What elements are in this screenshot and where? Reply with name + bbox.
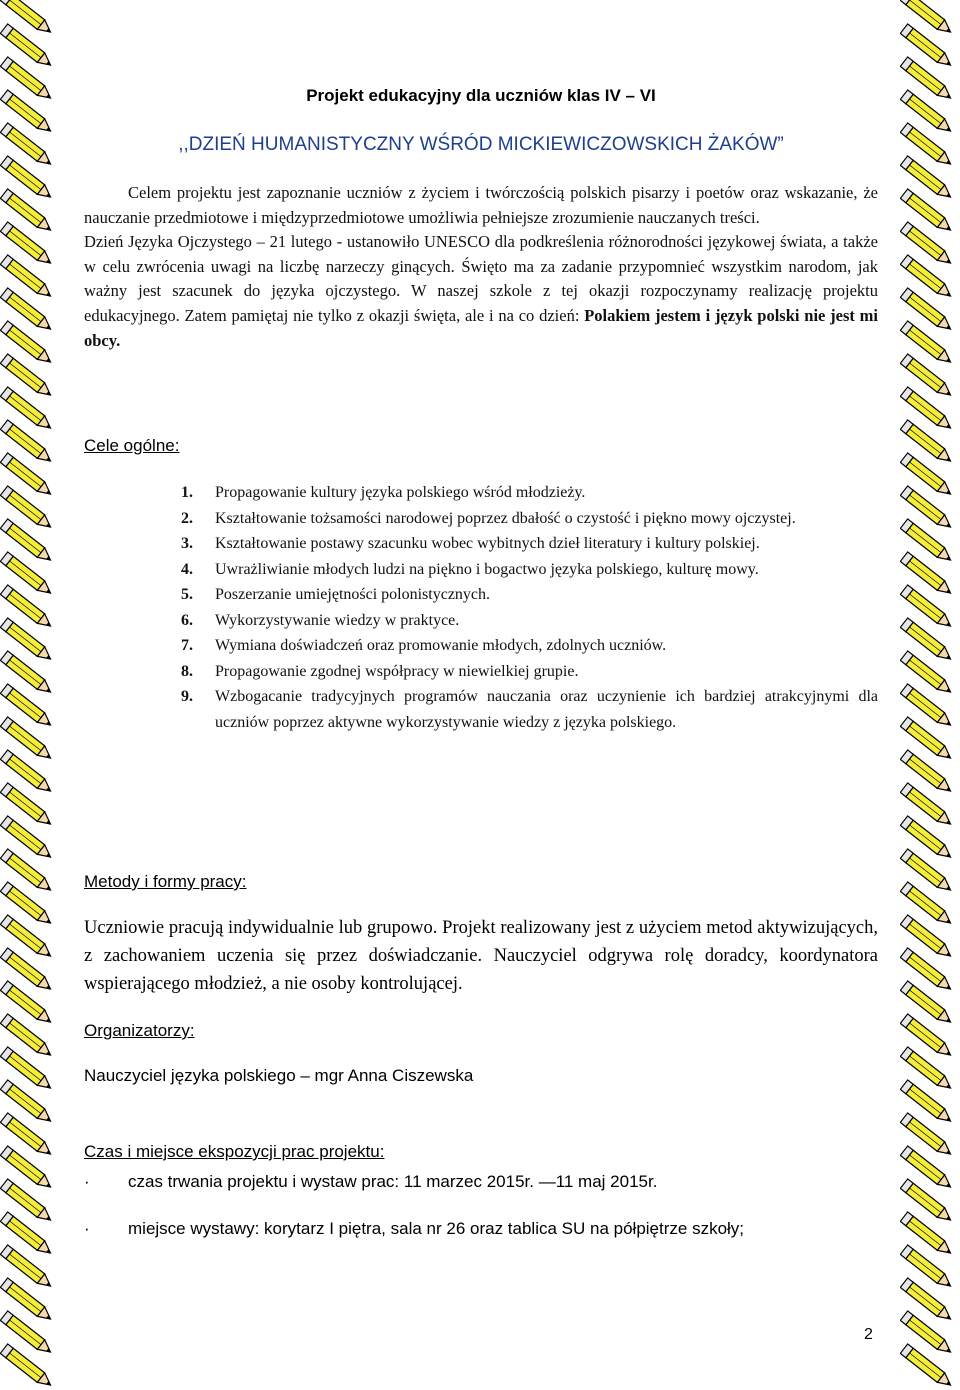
goal-number: 3. (181, 535, 193, 552)
time-place-item (84, 1172, 657, 1192)
pencil-icon (0, 90, 54, 136)
pencil-icon (0, 552, 54, 598)
pencil-icon (0, 915, 54, 961)
goal-number: 6. (181, 611, 193, 629)
pencil-icon (900, 849, 954, 895)
pencil-icon (900, 321, 954, 367)
pencil-icon (0, 618, 54, 664)
pencil-border-right (900, 0, 960, 1390)
pencil-icon (0, 0, 54, 37)
pencil-icon (900, 189, 954, 235)
pencil-icon (900, 519, 954, 565)
goal-item (181, 684, 878, 735)
pencil-icon (0, 585, 54, 631)
goal-text: Propagowanie zgodnej współpracy w niewielkiej grupie. (215, 662, 579, 680)
pencil-icon (0, 1212, 54, 1258)
time-place-heading: Czas i miejsce ekspozycji prac projektu: (84, 1142, 385, 1161)
document-subtitle: Projekt edukacyjny dla uczniów klas IV – VI (306, 86, 656, 105)
methods-heading: Metody i formy pracy: (84, 872, 247, 891)
pencil-icon (900, 420, 954, 466)
pencil-icon (900, 1278, 954, 1324)
pencil-icon (0, 1245, 54, 1291)
pencil-icon (900, 222, 954, 268)
goal-text: Uwrażliwianie młodych ludzi na piękno i bogactwo języka polskiego, kulturę mowy. (215, 560, 759, 578)
pencil-icon (900, 1245, 954, 1291)
bullet-marker: · (84, 1219, 90, 1238)
pencil-icon (900, 24, 954, 70)
goal-item (181, 633, 878, 659)
pencil-icon (0, 684, 54, 730)
pencil-icon (0, 24, 54, 70)
intro-text (84, 181, 878, 353)
pencil-icon (0, 321, 54, 367)
pencil-icon (0, 189, 54, 235)
pencil-icon (0, 387, 54, 433)
goal-text: Poszerzanie umiejętności polonistycznych. (215, 586, 491, 603)
pencil-icon (900, 1047, 954, 1093)
pencil-icon (900, 1146, 954, 1192)
goal-text: Wzbogacanie tradycyjnych programów nauczania oraz uczynienie ich bardziej atrakcyjnymi dla uczniów poprzez aktywne wykorzystywanie wiedzy z języka polskiego. (215, 688, 878, 731)
pencil-icon (0, 1014, 54, 1060)
pencil-icon (900, 1212, 954, 1258)
pencil-icon (900, 288, 954, 334)
intro-paragraph-2-text: Dzień Języka Ojczystego – 21 lutego - ustanowiło UNESCO dla podkreślenia różnorodności językowej świata, a także w celu zwrócenia uwagi na liczbę narzeczy ginących. Święto ma za zadanie przypomnieć wszystkim narodom, jak ważny jest szacunek do języka ojczystego. W naszej szkole z tej okazji rozpoczynamy realizację projektu edukacyjnego. Zatem pamiętaj nie tylko z okazji święta, ale i na co dzień: (84, 232, 878, 325)
pencil-icon (0, 981, 54, 1027)
pencil-icon (900, 750, 954, 796)
goals-list (181, 480, 878, 735)
pencil-icon (900, 618, 954, 664)
goal-number: 1. (181, 484, 193, 501)
pencil-icon (0, 222, 54, 268)
pencil-icon (900, 948, 954, 994)
pencil-icon (0, 1113, 54, 1159)
time-place-item-text: czas trwania projektu i wystaw prac: 11 marzec 2015r. —11 maj 2015r. (128, 1172, 658, 1191)
pencil-icon (0, 882, 54, 928)
pencil-icon (900, 651, 954, 697)
pencil-icon (0, 948, 54, 994)
goal-item (181, 608, 878, 634)
goal-text: Propagowanie kultury języka polskiego wśród młodzieży. (215, 484, 586, 501)
pencil-icon (0, 288, 54, 334)
goals-heading: Cele ogólne: (84, 436, 180, 455)
pencil-icon (900, 123, 954, 169)
pencil-icon (900, 57, 954, 103)
pencil-icon (900, 0, 954, 37)
goal-text: Wykorzystywanie wiedzy w praktyce. (215, 611, 460, 629)
goal-number: 8. (181, 662, 193, 680)
pencil-icon (900, 585, 954, 631)
pencil-icon (0, 519, 54, 565)
pencil-icon (0, 1311, 54, 1357)
pencil-icon (900, 552, 954, 598)
time-place-item-text: miejsce wystawy: korytarz I piętra, sala nr 26 oraz tablica SU na półpiętrze szkoły; (128, 1219, 745, 1238)
goal-item (181, 531, 878, 557)
pencil-icon (0, 255, 54, 301)
goal-item (181, 659, 878, 685)
pencil-icon (0, 1344, 54, 1390)
pencil-icon (900, 717, 954, 763)
goal-item (181, 582, 878, 608)
pencil-icon (0, 783, 54, 829)
pencil-icon (900, 1014, 954, 1060)
time-place-item (84, 1219, 744, 1239)
pencil-icon (900, 981, 954, 1027)
goal-number: 7. (181, 637, 193, 654)
pencil-icon (0, 420, 54, 466)
pencil-icon (900, 354, 954, 400)
document-title: ,,DZIEŃ HUMANISTYCZNY WŚRÓD MICKIEWICZOWSKICH ŻAKÓW” (178, 134, 784, 155)
pencil-icon (900, 1113, 954, 1159)
page-number: 2 (864, 1326, 873, 1343)
goal-number: 4. (181, 560, 193, 578)
bullet-marker: · (84, 1172, 90, 1191)
page-content (84, 0, 878, 1390)
goal-item (181, 506, 878, 532)
goal-text: Kształtowanie tożsamości narodowej poprzez dbałość o czystość i piękno mowy ojczystej. (215, 509, 796, 527)
pencil-icon (900, 915, 954, 961)
goal-number: 5. (181, 586, 193, 603)
pencil-icon (0, 717, 54, 763)
pencil-icon (900, 156, 954, 202)
pencil-icon (900, 486, 954, 532)
pencil-icon (900, 1344, 954, 1390)
pencil-icon (0, 1047, 54, 1093)
pencil-icon (900, 816, 954, 862)
pencil-icon (900, 1179, 954, 1225)
pencil-border-left (0, 0, 72, 1390)
goal-number: 9. (181, 688, 193, 705)
pencil-icon (0, 816, 54, 862)
pencil-icon (0, 750, 54, 796)
pencil-icon (0, 849, 54, 895)
pencil-icon (0, 156, 54, 202)
pencil-icon (0, 1278, 54, 1324)
goal-item (181, 480, 878, 506)
pencil-icon (900, 882, 954, 928)
pencil-icon (900, 783, 954, 829)
organizers-text: Nauczyciel języka polskiego – mgr Anna Ciszewska (84, 1066, 474, 1085)
organizers-heading: Organizatorzy: (84, 1021, 195, 1040)
motto: Polakiem jestem i język polski nie jest mi obcy. (84, 305, 878, 350)
goal-number: 2. (181, 509, 193, 527)
pencil-icon (900, 255, 954, 301)
intro-paragraph-1: Celem projektu jest zapoznanie uczniów z życiem i twórczością polskich pisarzy i poetów oraz wskazanie, że nauczanie przedmiotowe i międzyprzedmiotowe umożliwia pełniejsze zrozumienie nauczanych treści. (84, 183, 878, 227)
pencil-icon (900, 684, 954, 730)
pencil-icon (0, 123, 54, 169)
pencil-icon (900, 1311, 954, 1357)
pencil-icon (900, 1080, 954, 1126)
pencil-icon (0, 486, 54, 532)
pencil-icon (0, 1146, 54, 1192)
pencil-icon (0, 354, 54, 400)
pencil-icon (0, 1179, 54, 1225)
goal-text: Wymiana doświadczeń oraz promowanie młodych, zdolnych uczniów. (215, 637, 667, 654)
pencil-icon (0, 1080, 54, 1126)
goal-text: Kształtowanie postawy szacunku wobec wybitnych dzieł literatury i kultury polskiej. (215, 535, 760, 552)
pencil-icon (0, 453, 54, 499)
methods-text: Uczniowie pracują indywidualnie lub grupowo. Projekt realizowany jest z użyciem metod aktywizujących, z zachowaniem uczenia się przez doświadczanie. Nauczyciel odgrywa rolę doradcy, koordynatora wspierającego młodzież, a nie osoby kontrolującej. (84, 918, 878, 994)
goal-item (181, 557, 878, 583)
pencil-icon (900, 90, 954, 136)
intro-paragraph-2 (84, 230, 878, 353)
pencil-icon (0, 57, 54, 103)
pencil-icon (0, 651, 54, 697)
pencil-icon (900, 387, 954, 433)
pencil-icon (900, 453, 954, 499)
